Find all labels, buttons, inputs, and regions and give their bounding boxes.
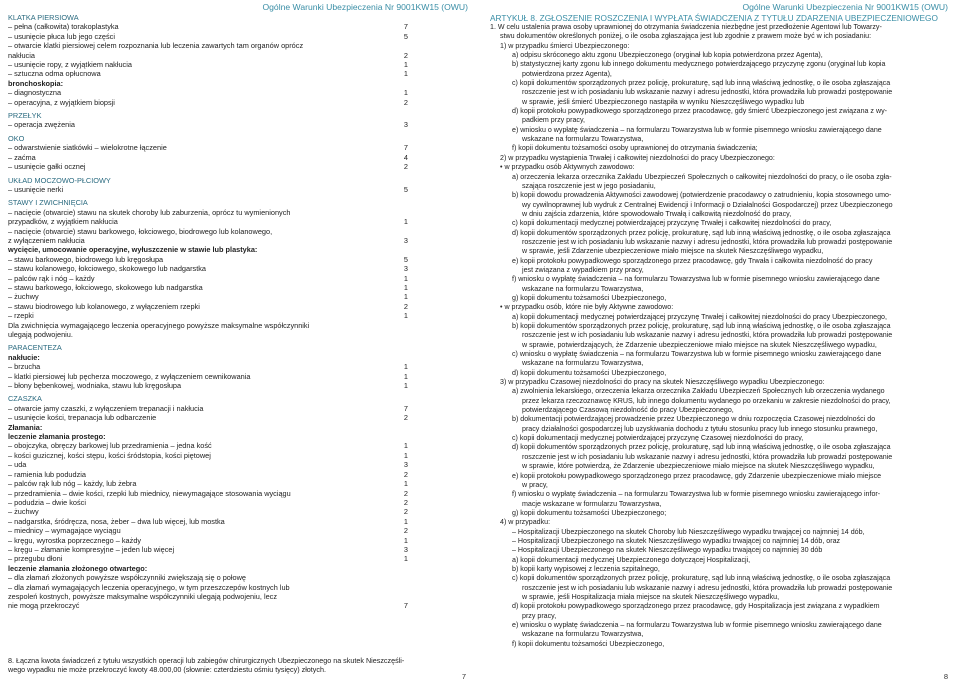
list-item — [8, 236, 408, 245]
item-coefficient: 1 — [403, 273, 408, 283]
item-text: – kręgu, wyrostka poprzecznego – każdy — [8, 535, 142, 545]
list-item — [8, 470, 408, 479]
paragraph-line: e) wniosku o wypłatę świadczenia – na formularzu Towarzystwa lub w formie pisemnego wniosku zawierającego dane — [512, 125, 882, 134]
paragraph-line: c) kopii dokumentacji medycznej potwierdzającej przyczynę Czasowej niezdolności do pracy, — [512, 434, 804, 443]
item-text: – kręgu – złamanie kompresyjne – jeden lub więcej — [8, 544, 175, 554]
item-coefficient: 5 — [403, 31, 408, 41]
footer-line-1: 8. Łączna kwota świadczeń z tytułu wszystkich operacji lub zabiegów chirurgicznych Ubezpieczonego na skutek Nieszczęśli- — [8, 656, 405, 665]
item-coefficient: 2 — [403, 162, 408, 172]
paragraph-line: – Hospitalizacji Ubezpieczonego na skutek Choroby lub Nieszczęśliwego wypadku trwającej co najmniej 14 dób, — [512, 527, 865, 536]
list-item — [8, 51, 408, 60]
paragraph-line: 1) w przypadku śmierci Ubezpieczonego: — [500, 41, 630, 50]
paragraph-line: padkiem przy pracy, — [522, 116, 585, 125]
paragraph-line: jest związana z wypadkiem przy pracy, — [522, 265, 644, 274]
item-text: – dla złamań wymagających leczenia operacyjnego, w tym przeszczepów kostnych lub — [8, 582, 290, 592]
paragraph-line: c) kopii dokumentacji medycznej potwierdzającej przyczynę Trwałej i całkowitej niezdolności do pracy, — [512, 219, 832, 228]
section-heading — [8, 13, 408, 22]
list-item — [8, 432, 408, 441]
list-item — [8, 592, 408, 601]
left-page-header: Ogólne Warunki Ubezpieczenia Nr 9001KW15 (OWU) — [262, 2, 468, 12]
list-item — [8, 32, 408, 41]
paragraph-line: potwierdzona przez Agenta), — [522, 69, 612, 78]
item-coefficient: 2 — [403, 507, 408, 517]
item-text: – brzucha — [8, 362, 41, 372]
item-text: KLATKA PIERSIOWA — [8, 13, 79, 22]
item-coefficient: 2 — [403, 301, 408, 311]
item-text: – usunięcie gałki ocznej — [8, 162, 86, 172]
paragraph-line: d) kopii dokumentów sporządzonych przez policję, prokuraturę, sąd lub inną właściwą jednostkę, o ile osoba zgłaszająca — [512, 228, 891, 237]
item-text: zespoleń kostnych, powyższe maksymalne współczynniki ulegają podwojeniu, lecz — [8, 591, 277, 601]
paragraph-line: e) kopii protokołu powypadkowego sporządzonego przez pracodawcę, gdy Zdarzenie ubezpieczeniowe miało miejsce — [512, 471, 882, 480]
paragraph-line: szająca roszczenie jest w jego posiadaniu, — [522, 181, 656, 190]
item-text: – nadgarstka, śródręcza, nosa, żeber – dwa lub więcej, lub mostka — [8, 516, 225, 526]
list-item — [8, 245, 408, 254]
item-coefficient: 7 — [403, 601, 408, 611]
paragraph-line: d) kopii protokołu powypadkowego sporządzonego przez pracodawcę, gdy śmierć Ubezpieczonego jest związana z wy- — [512, 107, 887, 116]
list-item — [8, 573, 408, 582]
list-item — [8, 517, 408, 526]
list-item — [8, 217, 408, 226]
list-item — [8, 362, 408, 371]
item-text: – operacja zwężenia — [8, 120, 75, 130]
item-coefficient: 1 — [403, 292, 408, 302]
item-coefficient: 5 — [403, 254, 408, 264]
item-text: – ramienia lub podudzia — [8, 469, 86, 479]
paragraph-line: w pracy, — [522, 480, 548, 489]
paragraph-line: wy cywilnoprawnej lub wydruk z Centralnej Ewidencji i Informacji o Działalności Gospodarczej) przez Ubezpieczonego — [522, 200, 893, 209]
list-item — [8, 330, 408, 339]
item-coefficient: 1 — [403, 88, 408, 98]
paragraph-line: stwu dokumentów określonych poniżej, o ile osoba zgłaszająca jest lub zgodnie z prawem może być w ich posiadaniu: — [500, 32, 872, 41]
item-text: PRZEŁYK — [8, 111, 42, 121]
list-item — [8, 479, 408, 488]
paragraph-line: macje wskazane w formularzu Towarzystwa, — [522, 499, 662, 508]
item-coefficient: 1 — [403, 479, 408, 489]
list-item — [8, 545, 408, 554]
list-item — [8, 311, 408, 320]
list-item — [8, 302, 408, 311]
paragraph-line: 2) w przypadku wystąpienia Trwałej i całkowitej niezdolności do pracy Ubezpieczonego: — [500, 153, 775, 162]
item-text: UKŁAD MOCZOWO-PŁCIOWY — [8, 175, 111, 185]
item-text: – klatki piersiowej lub pęcherza moczowego, z wyłączeniem cewnikowania — [8, 371, 251, 381]
paragraph-line: wskazane na formularzu Towarzystwa, — [522, 359, 644, 368]
item-text: – stawu kolanowego, łokciowego, skokowego lub nadgarstka — [8, 264, 206, 274]
item-text: CZASZKA — [8, 394, 42, 404]
list-item — [8, 22, 408, 31]
list-item — [8, 404, 408, 413]
list-item — [8, 583, 408, 592]
paragraph-line: przez lekarza rzeczoznawcę KRUS, lub innego dokumentu wydanego po orzekaniu w zakresie niezdolności do pracy, — [522, 396, 891, 405]
paragraph-line: a) odpisu skróconego aktu zgonu Ubezpieczonego (oryginał lub kopia potwierdzona przez Agenta), — [512, 51, 823, 60]
section-heading — [8, 134, 408, 143]
item-text: – palców rąk i nóg – każdy — [8, 273, 95, 283]
right-page — [480, 0, 960, 687]
item-coefficient: 1 — [403, 381, 408, 391]
paragraph-line: wskazane na formularzu Towarzystwa, — [522, 630, 644, 639]
list-item — [8, 208, 408, 217]
item-text: – stawu biodrowego lub kolanowego, z wyłączeniem rzepki — [8, 301, 200, 311]
item-coefficient: 1 — [403, 535, 408, 545]
item-coefficient: 3 — [403, 235, 408, 245]
item-text: STAWY I ZWICHNIĘCIA — [8, 198, 88, 208]
paragraph-line: f) kopii dokumentu tożsamości osoby uprawnionej do otrzymania świadczenia; — [512, 144, 758, 153]
item-coefficient: 2 — [403, 97, 408, 107]
item-text: – miednicy – wymagające wyciągu — [8, 526, 121, 536]
paragraph-line: c) kopii dokumentów sporządzonych przez policję, prokuraturę, sąd lub inną właściwą jednostkę, o ile osoba zgłaszająca — [512, 79, 891, 88]
item-text: nie mogą przekroczyć — [8, 601, 80, 611]
item-coefficient: 3 — [403, 544, 408, 554]
item-coefficient: 2 — [403, 488, 408, 498]
paragraph-line: 3) w przypadku Czasowej niezdolności do pracy na skutek Nieszczęśliwego wypadku Ubezpieczonego: — [500, 378, 825, 387]
item-text: – dla złamań złożonych powyższe współczynniki zwiększają się o połowę — [8, 573, 246, 583]
paragraph-line: b) kopii dokumentów sporządzonych przez policję, prokuraturę, sąd lub inną właściwą jednostkę, o ile osoba zgłaszająca — [512, 322, 891, 330]
item-coefficient: 2 — [403, 526, 408, 536]
list-item — [8, 69, 408, 78]
list-item — [8, 564, 408, 573]
item-text: Dla zwichnięcia wymagającego leczenia operacyjnego powyższe maksymalne współczynniki — [8, 320, 310, 330]
item-text: – rzepki — [8, 311, 34, 321]
list-item — [8, 526, 408, 535]
paragraph-line: w dniu zajścia zdarzenia, które spowodowało Trwałą i całkowitą niezdolność do pracy, — [522, 209, 792, 218]
list-item — [8, 79, 408, 88]
paragraph-line: w sprawie, jeśli Hospitalizacja miała miejsce na skutek Nieszczęśliwego wypadku, — [522, 592, 780, 601]
list-item — [8, 98, 408, 107]
list-item — [8, 153, 408, 162]
item-text: nakłucie: — [8, 352, 40, 362]
item-coefficient: 2 — [403, 413, 408, 423]
item-text: – nacięcie (otwarcie) stawu na skutek choroby lub zaburzenia, oprócz tu wymienionych — [8, 207, 291, 217]
paragraph-line: b) statystycznej karty zgonu lub innego dokumentu medycznego potwierdzającego przyczynę zgonu (oryginał lub kopia — [512, 60, 886, 69]
item-coefficient: 1 — [403, 311, 408, 321]
list-item — [8, 423, 408, 432]
item-coefficient: 1 — [403, 69, 408, 79]
paragraph-line: f) kopii dokumentu tożsamości Ubezpieczonego, — [512, 639, 665, 648]
paragraph-line: e) wniosku o wypłatę świadczenia – na formularzu Towarzystwa lub w formie pisemnego wniosku zawierającego dane — [512, 621, 882, 629]
item-text: – żuchwy — [8, 292, 39, 302]
list-item — [8, 554, 408, 563]
item-coefficient: 5 — [403, 184, 408, 194]
item-text: OKO — [8, 133, 25, 143]
paragraph-line: roszczenie jest w ich posiadaniu lub wskazanie nazwy i adresu jednostki, która prowadziła lub prowadzi postępowanie — [522, 331, 893, 340]
item-text: – otwarcie jamy czaszki, z wyłączeniem trepanacji i nakłucia — [8, 403, 204, 413]
item-coefficient: 1 — [403, 60, 408, 70]
list-item — [8, 451, 408, 460]
item-text: – sztuczna odma opłucnowa — [8, 69, 101, 79]
section-heading — [8, 343, 408, 352]
section-heading — [8, 176, 408, 185]
paragraph-line: roszczenie jest w ich posiadaniu lub wskazanie nazwy i adresu jednostki, która prowadziła lub prowadzi postępowanie — [522, 583, 893, 592]
paragraph-line: 1. W celu ustalenia prawa osoby uprawnionej do otrzymania świadczenia niezbędne jest przedłożenie Agentowi lub Towarzy- — [490, 23, 882, 31]
list-item — [8, 143, 408, 152]
item-text: – usunięcie płuca lub jego części — [8, 31, 115, 41]
item-coefficient: 3 — [403, 460, 408, 470]
paragraph-line: a) zwolnienia lekarskiego, orzeczenia lekarza orzecznika Zakładu Ubezpieczeń Społecznych lub orzeczenia wydanego — [512, 387, 885, 396]
paragraph-line: wskazane na formularzu Towarzystwa, — [522, 284, 644, 293]
page-number-left: 7 — [461, 672, 466, 681]
page-number-right: 8 — [943, 672, 948, 681]
item-coefficient: 4 — [403, 152, 408, 162]
item-text: – pełna (całkowita) torakoplastyka — [8, 22, 119, 32]
item-text: wycięcie, umocowanie operacyjne, wyłuszczenie w stawie lub plastyka: — [8, 245, 258, 255]
paragraph-line: g) kopii dokumentu tożsamości Ubezpieczonego; — [512, 508, 667, 517]
list-item — [8, 353, 408, 362]
paragraph-line: przy pracy, — [522, 611, 557, 620]
item-coefficient: 1 — [403, 371, 408, 381]
list-item — [8, 489, 408, 498]
list-item — [8, 413, 408, 422]
paragraph-line: a) kopii dokumentacji medycznej Ubezpieczonego dotyczącej Hospitalizacji, — [512, 555, 751, 564]
item-text: – uda — [8, 460, 27, 470]
paragraph-line: d) kopii dokumentu tożsamości Ubezpieczonego, — [512, 368, 667, 377]
paragraph-line: b) dokumentacji potwierdzającej prowadzenie przez Ubezpieczonego w dniu rozpoczęcia Czasowej niezdolności do — [512, 415, 876, 424]
paragraph-line: potwierdzającego Czasową niezdolność do pracy Ubezpieczonego, — [522, 406, 734, 415]
list-item — [8, 536, 408, 545]
paragraph-line: a) kopii dokumentacji medycznej potwierdzającej przyczynę Trwałej i całkowitej niezdolności do pracy Ubezpieczonego, — [512, 312, 887, 321]
paragraph-line: wskazane na formularzu Towarzystwa, — [522, 135, 644, 144]
section-heading — [8, 111, 408, 120]
item-text: – stawu barkowego, łokciowego, skokowego lub nadgarstka — [8, 282, 203, 292]
paragraph-line: w sprawie, które potwierdzą, że Zdarzenie ubezpieczeniowe miało miejsce na skutek Nieszczęśliwego wypadku, — [522, 462, 875, 471]
item-text: – podudzia – dwie kości — [8, 497, 86, 507]
item-text: – przedramienia – dwie kości, rzepki lub miednicy, niewymagające stosowania wyciągu — [8, 488, 291, 498]
item-text: – stawu barkowego, biodrowego lub kręgosłupa — [8, 254, 164, 264]
list-item — [8, 507, 408, 516]
left-column — [8, 13, 408, 611]
paragraph-line: b) kopii karty wypisowej z leczenia szpitalnego, — [512, 564, 660, 573]
item-coefficient: 3 — [403, 120, 408, 130]
item-text: Złamania: — [8, 422, 43, 432]
item-text: – zaćma — [8, 152, 36, 162]
list-item — [8, 321, 408, 330]
list-item — [8, 255, 408, 264]
item-coefficient: 7 — [403, 22, 408, 32]
item-text: – przegubu dłoni — [8, 554, 63, 564]
item-coefficient: 7 — [403, 403, 408, 413]
item-text: – operacyjna, z wyjątkiem biopsji — [8, 97, 115, 107]
item-text: – diagnostyczna — [8, 88, 62, 98]
paragraph-line: d) kopii dokumentów sporządzonych przez policję, prokuraturę, sąd lub inną właściwą jednostkę, o ile osoba zgłaszająca — [512, 443, 891, 452]
paragraph-line: f) wniosku o wypłatę świadczenia – na formularzu Towarzystwa lub w formie pisemnego wniosku zawierającego dane — [512, 275, 880, 284]
item-text: – obojczyka, obręczy barkowej lub przedramienia – jedna kość — [8, 441, 212, 451]
item-text: z wyłączeniem nakłucia — [8, 235, 85, 245]
paragraph-line: g) kopii dokumentu tożsamości Ubezpieczonego, — [512, 293, 667, 302]
paragraph-line: • w przypadku osób Aktywnych zawodowo: — [500, 163, 635, 172]
paragraph-line: c) kopii dokumentów sporządzonych przez policję, prokuraturę, sąd lub inną właściwą jednostkę, o ile osoba zgłaszająca — [512, 574, 891, 583]
list-item — [8, 264, 408, 273]
paragraph-line: – Hospitalizacji Ubezpieczonego na skutek Nieszczęśliwego wypadku trwającej co najmniej 30 dób — [512, 546, 823, 555]
list-item — [8, 60, 408, 69]
item-coefficient: 3 — [403, 264, 408, 274]
list-item — [8, 601, 408, 610]
item-text: – odwarstwienie siatkówki – wielokrotne łączenie — [8, 143, 167, 153]
paragraph-line: d) kopii protokołu powypadkowego sporządzonego przez pracodawcę, gdy Hospitalizacja jest związana z wypadkiem — [512, 602, 880, 611]
list-item — [8, 460, 408, 469]
list-item — [8, 381, 408, 390]
item-coefficient: 1 — [403, 450, 408, 460]
item-text: PARACENTEZA — [8, 343, 62, 353]
item-coefficient: 2 — [403, 497, 408, 507]
item-coefficient: 1 — [403, 282, 408, 292]
footer-line-2: wego wypadku nie może przekroczyć kwoty 48.000,00 (słownie: czterdziestu ośmiu tysięcy) złotych. — [8, 665, 326, 675]
item-text: – żuchwy — [8, 507, 39, 517]
left-footer-note — [8, 656, 468, 674]
list-item — [8, 274, 408, 283]
paragraph-line: f) wniosku o wypłatę świadczenia – na formularzu Towarzystwa lub w formie pisemnego wniosku zawierającego infor- — [512, 490, 881, 499]
article-title: ARTYKUŁ 8. ZGŁOSZENIE ROSZCZENIA I WYPŁATA ŚWIADCZENIA Z TYTUŁU ZDARZENIA UBEZPIECZENIOWEGO — [490, 13, 938, 23]
list-item — [8, 41, 408, 50]
paragraph-line: • w przypadku osób, które nie były Aktywne zawodowo: — [500, 303, 674, 312]
paragraph-line: w sprawie, potwierdzających, że Zdarzenie ubezpieczeniowe miało miejsce na skutek Nieszczęśliwego wypadku, — [522, 340, 877, 349]
item-text: – nacięcie (otwarcie) stawu barkowego, łokciowego, biodrowego lub kolanowego, — [8, 226, 273, 236]
list-item — [8, 185, 408, 194]
item-text: ulegają podwojeniu. — [8, 330, 73, 339]
list-item — [8, 372, 408, 381]
item-coefficient: 1 — [403, 217, 408, 227]
item-text: leczenie złamania złożonego otwartego: — [8, 563, 148, 573]
item-text: – palców rąk lub nóg – każdy, lub żebra — [8, 479, 137, 489]
paragraph-line: pracy działalności gospodarczej lub uzyskiwania dochodu z tytułu stosunku pracy lub innego stosunku prawnego, — [522, 424, 878, 433]
item-coefficient: 1 — [403, 441, 408, 451]
paragraph-line: w sprawie, jeśli Zdarzenie ubezpieczeniowe miało miejsce na skutek Nieszczęśliwego wypadku, — [522, 247, 824, 256]
item-coefficient: 7 — [403, 143, 408, 153]
item-coefficient: 1 — [403, 362, 408, 372]
right-column — [490, 13, 950, 649]
list-item — [8, 88, 408, 97]
paragraph-line: roszczenie jest w ich posiadaniu lub wskazanie nazwy i adresu jednostki, która prowadziła lub prowadzi postępowanie — [522, 88, 893, 97]
item-coefficient: 1 — [403, 516, 408, 526]
item-text: nakłucia — [8, 50, 35, 60]
item-text: – otwarcie klatki piersiowej celem rozpoznania lub leczenia zawartych tam organów oprócz — [8, 41, 304, 51]
item-text: – usunięcie kości, trepanacja lub odbarczenie — [8, 413, 157, 423]
item-text: – usunięcie nerki — [8, 184, 64, 194]
list-item — [8, 227, 408, 236]
paragraph-line: e) kopii protokołu powypadkowego sporządzonego przez pracodawcę, gdy Trwała i całkowita niezdolność do pracy — [512, 256, 873, 265]
paragraph-line: b) kopii dowodu prowadzenia Aktywności zawodowej (potwierdzenie pracodawcy o zatrudnieniu, kopia stosownego umo- — [512, 191, 892, 200]
item-text: – błony bębenkowej, wodniaka, stawu lub kręgosłupa — [8, 381, 182, 391]
list-item — [8, 292, 408, 301]
list-item — [8, 283, 408, 292]
item-text: bronchoskopia: — [8, 78, 64, 88]
right-page-header: Ogólne Warunki Ubezpieczenia Nr 9001KW15 (OWU) — [742, 2, 948, 12]
paragraph-line: a) orzeczenia lekarza orzecznika Zakładu Ubezpieczeń Społecznych o całkowitej niezdolności do pracy, o ile osoba zgła- — [512, 172, 892, 181]
list-item — [8, 441, 408, 450]
section-heading — [8, 198, 408, 207]
item-text: – kości guzicznej, kości stępu, kości śródstopia, kości piętowej — [8, 450, 211, 460]
paragraph-line: w sprawie, jeśli śmierć Ubezpieczonego nastąpiła w wyniku Nieszczęśliwego wypadku lub — [522, 97, 805, 106]
paragraph-line: c) wniosku o wypłatę świadczenia – na formularzu Towarzystwa lub w formie pisemnego wniosku zawierającego dane — [512, 350, 882, 359]
item-text: przypadków, z wyjątkiem nakłucia — [8, 217, 118, 227]
list-item — [8, 162, 408, 171]
list-item — [8, 498, 408, 507]
item-text: leczenie złamania prostego: — [8, 432, 106, 442]
item-coefficient: 2 — [403, 469, 408, 479]
section-heading — [8, 394, 408, 403]
paragraph-line: 4) w przypadku: — [500, 518, 551, 527]
item-coefficient: 2 — [403, 50, 408, 60]
paragraph-line: roszczenie jest w ich posiadaniu lub wskazanie nazwy i adresu jednostki, która prowadziła lub prowadzi postępowanie — [522, 237, 893, 246]
paragraph-line: – Hospitalizacji Ubezpieczonego na skutek Nieszczęśliwego wypadku trwającej co najmniej 14 dób, oraz — [512, 536, 841, 545]
item-text: – usunięcie ropy, z wyjątkiem nakłucia — [8, 60, 132, 70]
list-item — [8, 120, 408, 129]
article-body — [490, 23, 950, 649]
item-coefficient: 1 — [403, 554, 408, 564]
paragraph-line: roszczenie jest w ich posiadaniu lub wskazanie nazwy i adresu jednostki, która prowadziła lub prowadzi postępowanie — [522, 452, 893, 461]
